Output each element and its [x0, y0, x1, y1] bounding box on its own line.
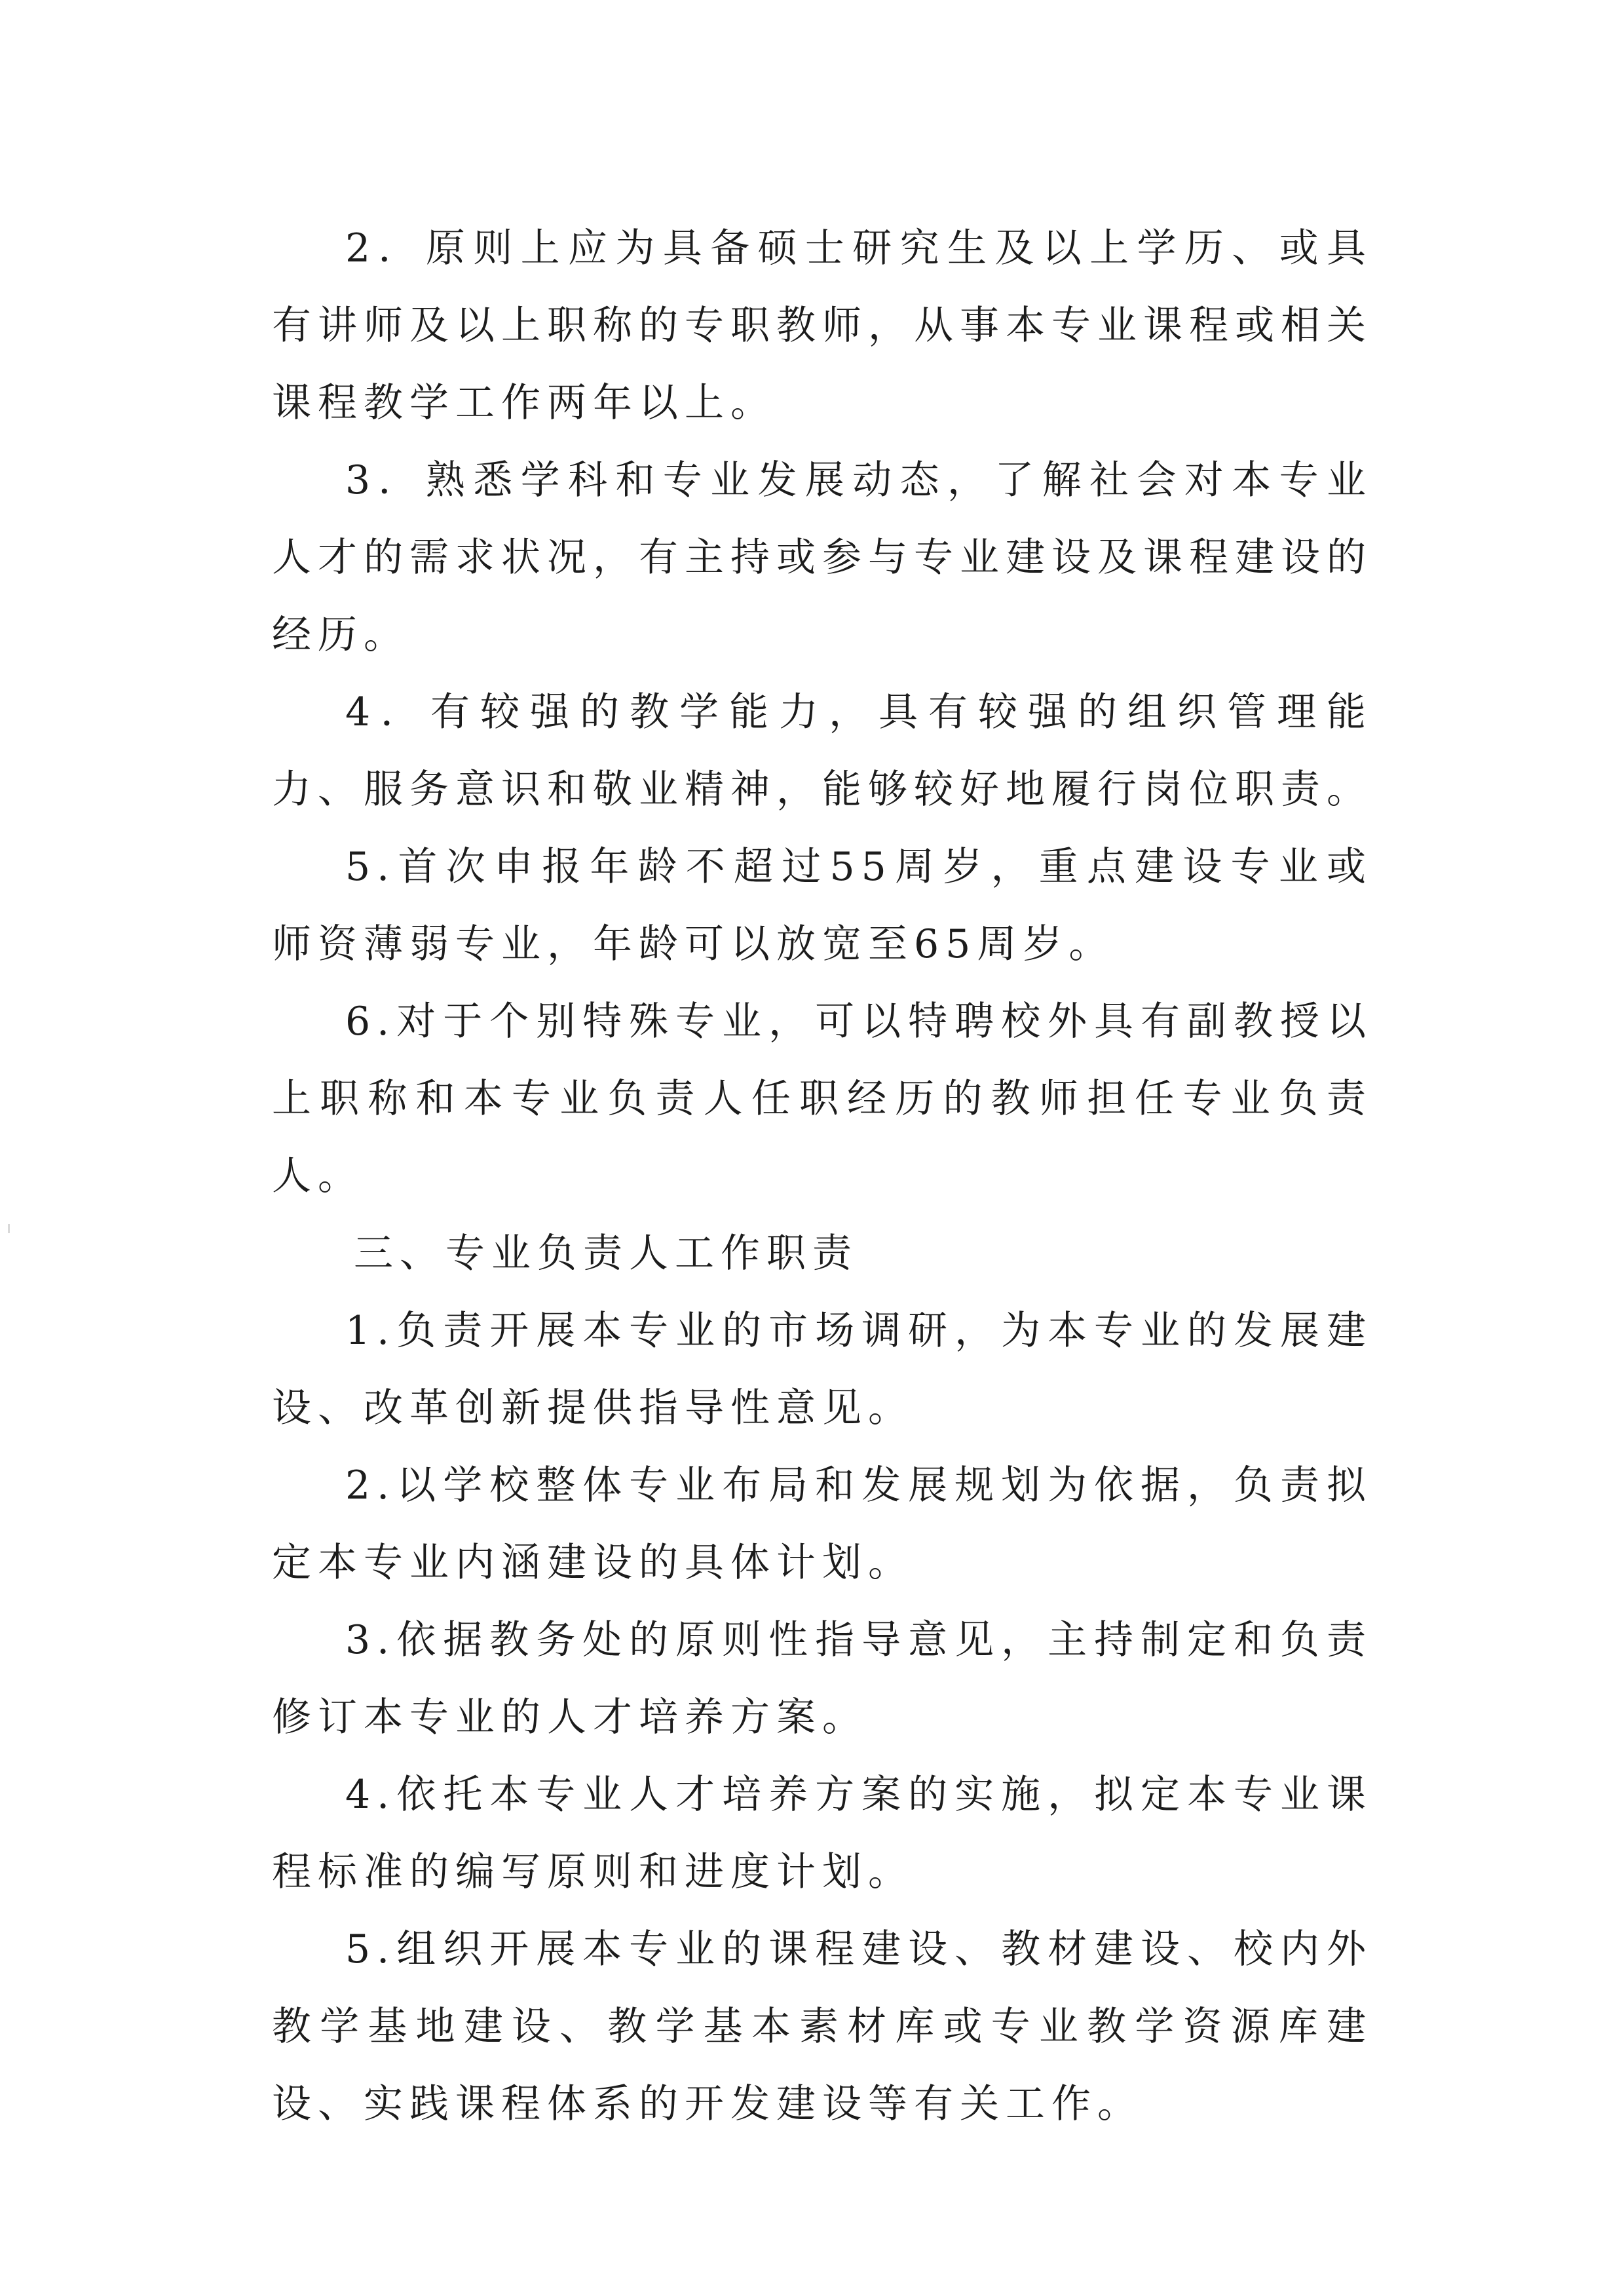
duty-item-3: 3.依据教务处的原则性指导意见，主持制定和负责修订本专业的人才培养方案。 [272, 1617, 1372, 1740]
section-heading-duties: 三、专业负责人工作职责 [354, 1231, 858, 1276]
requirement-item-6: 6.对于个别特殊专业，可以特聘校外具有副教授以上职称和本专业负责人任职经历的教师担任专业负责人。 [272, 999, 1372, 1199]
requirement-item-3: 3．熟悉学科和专业发展动态，了解社会对本专业人才的需求状况，有主持或参与专业建设及课程建设的经历。 [272, 457, 1372, 658]
duty-item-4: 4.依托本专业人才培养方案的实施，拟定本专业课程标准的编写原则和进度计划。 [272, 1772, 1372, 1895]
requirement-item-4: 4．有较强的教学能力，具有较强的组织管理能力、服务意识和敬业精神，能够较好地履行岗位职责。 [272, 689, 1372, 813]
document-body [272, 210, 1372, 2143]
duty-item-2: 2.以学校整体专业布局和发展规划为依据，负责拟定本专业内涵建设的具体计划。 [272, 1463, 1372, 1586]
requirement-item-5: 5.首次申报年龄不超过55周岁，重点建设专业或师资薄弱专业，年龄可以放宽至65周岁。 [272, 844, 1372, 967]
scan-artifact [8, 1224, 10, 1233]
requirement-item-2: 2．原则上应为具备硕士研究生及以上学历、或具有讲师及以上职称的专职教师，从事本专业课程或相关课程教学工作两年以上。 [272, 225, 1372, 426]
duty-item-5: 5.组织开展本专业的课程建设、教材建设、校内外教学基地建设、教学基本素材库或专业教学资源库建设、实践课程体系的开发建设等有关工作。 [272, 1926, 1372, 2127]
duty-item-1: 1.负责开展本专业的市场调研，为本专业的发展建设、改革创新提供指导性意见。 [272, 1308, 1372, 1431]
